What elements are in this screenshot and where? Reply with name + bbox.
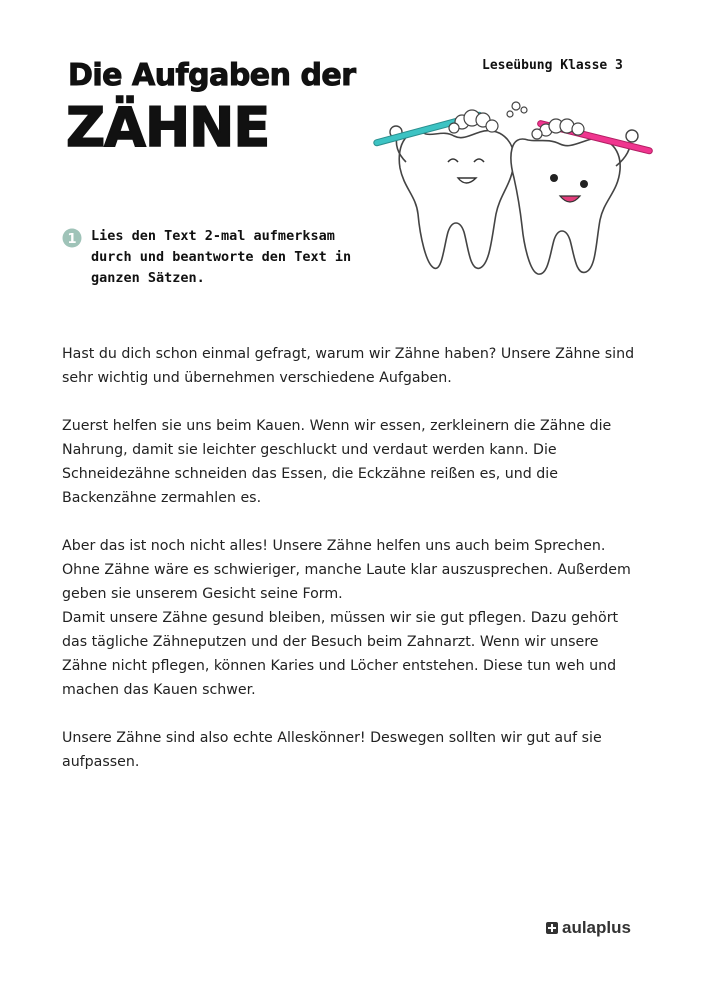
paragraph-2: Zuerst helfen sie uns beim Kauen. Wenn wir essen, zerkleinern die Zähne die Nahrung, damit sie leichter geschluckt und verdaut werden kann. Die Schneidezähne schneiden das Essen, die Eckzähne reißen es, und die Backenzähne zermahlen es. bbox=[62, 418, 612, 506]
brand-name: aulaplus bbox=[562, 918, 631, 937]
title-line-1: Die Aufgaben der bbox=[68, 58, 356, 93]
plus-icon bbox=[546, 922, 558, 934]
task-number: 1 bbox=[67, 232, 77, 247]
reading-text bbox=[62, 342, 642, 774]
task-number-badge bbox=[62, 228, 82, 248]
title-line-2: ZÄHNE bbox=[66, 96, 270, 159]
subtitle: Leseübung Klasse 3 bbox=[482, 58, 623, 73]
footer-logo bbox=[546, 918, 631, 938]
paragraph-5: Unsere Zähne sind also echte Alleskönner! Deswegen sollten wir gut auf sie aufpassen. bbox=[62, 730, 602, 770]
teeth-illustration bbox=[368, 96, 660, 282]
paragraph-4: Damit unsere Zähne gesund bleiben, müssen wir sie gut pflegen. Dazu gehört das tägliche Zähneputzen und der Besuch beim Zahnarzt. Wenn wir unsere Zähne nicht pflegen, können Karies und Löcher entstehen. Diese tun weh und machen das Kauen schwer. bbox=[62, 610, 619, 698]
paragraph-3: Aber das ist noch nicht alles! Unsere Zähne helfen uns auch beim Sprechen. Ohne Zähne wäre es schwieriger, manche Laute klar auszusprechen. Außerdem geben sie unserem Gesicht seine Form. bbox=[62, 538, 631, 602]
task-instruction: Lies den Text 2-mal aufmerksam durch und beantworte den Text in ganzen Sätzen. bbox=[91, 228, 352, 286]
paragraph-1: Hast du dich schon einmal gefragt, warum wir Zähne haben? Unsere Zähne sind sehr wichtig und übernehmen verschiedene Aufgaben. bbox=[62, 346, 635, 386]
